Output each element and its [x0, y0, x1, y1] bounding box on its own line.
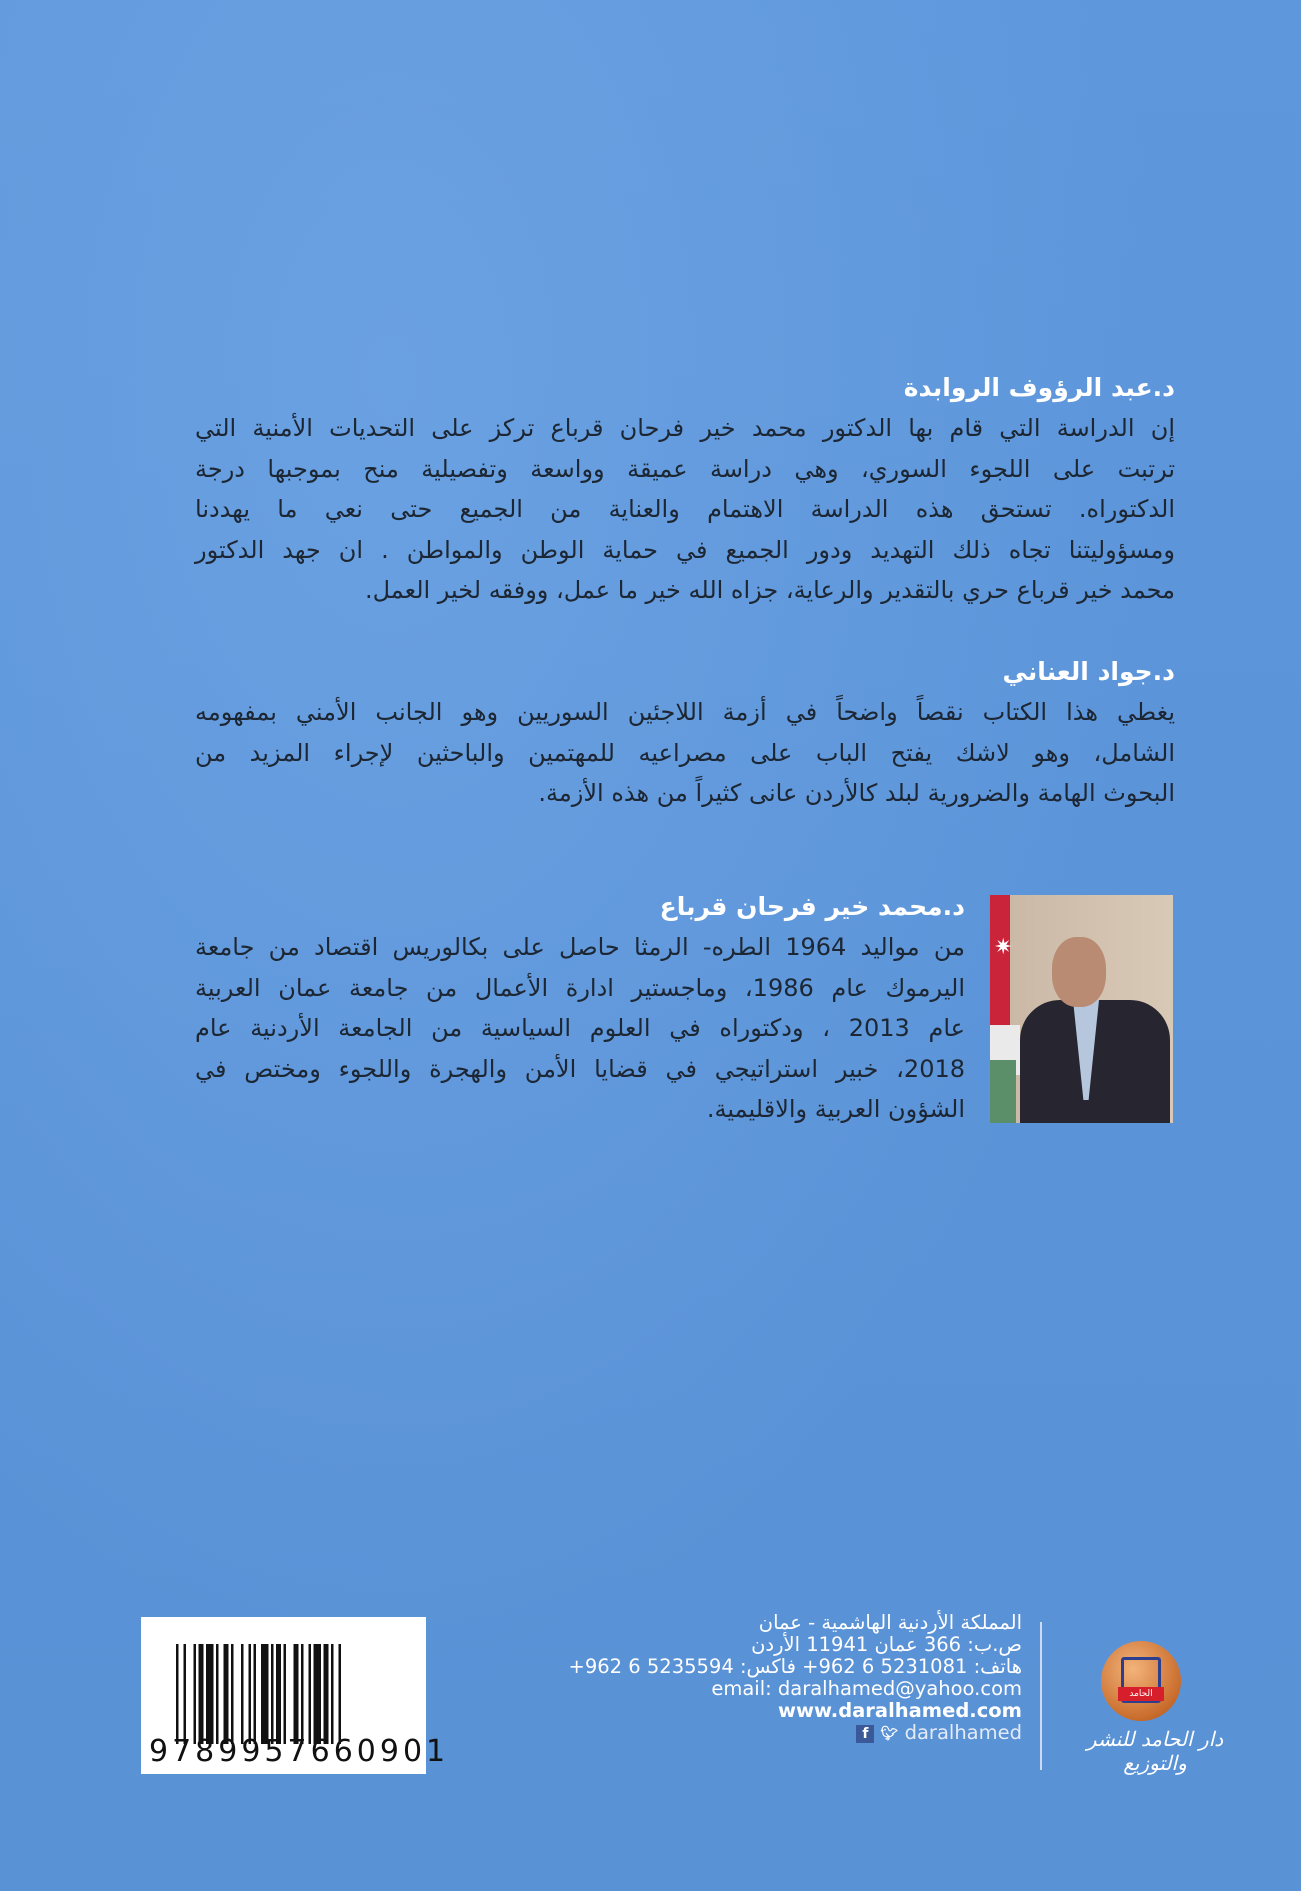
address-line: المملكة الأردنية الهاشمية - عمان — [758, 1611, 1022, 1634]
bio-line: اليرموك عام 1986، وماجستير ادارة الأعمال من جامعة عمان العربية — [195, 973, 965, 1002]
barcode-bars — [176, 1644, 421, 1744]
barcode-bar — [194, 1644, 197, 1744]
barcode-bar — [254, 1644, 257, 1744]
barcode-bar — [331, 1644, 334, 1744]
phone-fax-line: هاتف: 5231081 6 962+ فاكس: 5235594 6 962+ — [568, 1655, 1022, 1678]
barcode-bar — [294, 1644, 299, 1744]
po-box-line: ص.ب: 366 عمان 11941 الأردن — [751, 1633, 1022, 1656]
review-line: البحوث الهامة والضرورية لبلد كالأردن عانى كثيراً من هذه الأزمة. — [538, 779, 1175, 807]
barcode-bar — [206, 1644, 214, 1744]
review-line: الدكتوراه. تستحق هذه الدراسة الاهتمام والعناية من الجميع حتى نعي ما يهددنا — [195, 495, 1175, 523]
social-handle: daralhamed — [904, 1721, 1022, 1744]
review-line: يغطي هذا الكتاب نقصاً واضحاً في أزمة اللاجئين السوريين وهو الجانب الأمني بمفهومه — [195, 698, 1175, 726]
isbn-barcode — [141, 1617, 450, 1774]
isbn-number: 9789957660901 — [149, 1734, 450, 1769]
bio-line: من مواليد 1964 الطره- الرمثا حاصل على بكالوريس اقتصاد من جامعة — [195, 933, 966, 961]
barcode-bar — [309, 1644, 312, 1744]
barcode-bar — [231, 1644, 234, 1744]
barcode-bar — [301, 1644, 304, 1744]
review-line: إن الدراسة التي قام بها الدكتور محمد خير فرحان قرباع تركز على التحديات الأمنية التي — [195, 414, 1175, 442]
barcode-bar — [324, 1644, 329, 1744]
author-bio — [195, 887, 965, 1130]
review-abdelraouf — [195, 368, 1175, 611]
logo-label: الحامد — [1118, 1687, 1164, 1701]
review-line: الشامل، وهو لاشك يفتح الباب على مصراعيه للمهتمين والباحثين لإجراء المزيد من — [195, 738, 1175, 767]
barcode-bar — [176, 1644, 179, 1744]
barcode-bar — [184, 1644, 187, 1744]
bio-line: الشؤون العربية والاقليمية. — [706, 1095, 965, 1123]
barcode-bar — [314, 1644, 322, 1744]
bio-line: 2018، خبير استراتيجي في قضايا الأمن والهجرة واللجوء ومختص في — [195, 1054, 965, 1083]
website-link[interactable]: www.daralhamed.com — [777, 1699, 1022, 1722]
barcode-bar — [339, 1644, 342, 1744]
barcode-bar — [261, 1644, 269, 1744]
twitter-icon[interactable]: 🐦︎ — [880, 1725, 899, 1742]
flag-green-stripe — [990, 1060, 1016, 1123]
social-row — [540, 1722, 1022, 1744]
review-line: ترتبت على اللجوء السوري، وهي دراسة عميقة وواسعة وتفصيلية منح بموجبها درجة — [195, 454, 1175, 483]
barcode-bar — [199, 1644, 204, 1744]
review-jawad — [195, 652, 1175, 814]
publisher-contact — [540, 1612, 1022, 1744]
divider — [1040, 1622, 1042, 1770]
barcode-bar — [271, 1644, 274, 1744]
review-author: د.عبد الرؤوف الروابدة — [903, 373, 1175, 402]
review-line: ومسؤوليتنا تجاه ذلك التهديد ودور الجميع في حماية الوطن والمواطن . ان جهد الدكتور — [195, 535, 1175, 564]
author-head — [1052, 937, 1106, 1007]
barcode-bar — [249, 1644, 252, 1744]
author-name: د.محمد خير فرحان قرباع — [659, 892, 965, 921]
facebook-icon[interactable]: f — [856, 1725, 874, 1743]
barcode-bar — [241, 1644, 244, 1744]
author-photo — [990, 895, 1173, 1123]
barcode-bar — [224, 1644, 229, 1744]
barcode-bar — [284, 1644, 287, 1744]
email-line: email: daralhamed@yahoo.com — [711, 1677, 1022, 1700]
flag-red-stripe — [990, 895, 1013, 1025]
review-line: محمد خير قرباع حري بالتقدير والرعاية، جزاه الله خير ما عمل، ووفقه لخير العمل. — [364, 576, 1175, 604]
publisher-logo — [1101, 1641, 1181, 1721]
flag-star-icon: ✷ — [994, 935, 1013, 960]
publisher-name: دار الحامد للنشر والتوزيع — [1086, 1727, 1224, 1775]
bio-line: عام 2013 ، ودكتوراه في العلوم السياسية من الجامعة الأردنية عام — [195, 1014, 966, 1042]
review-author: د.جواد العناني — [1002, 657, 1175, 686]
barcode-bar — [216, 1644, 219, 1744]
barcode-bar — [276, 1644, 281, 1744]
